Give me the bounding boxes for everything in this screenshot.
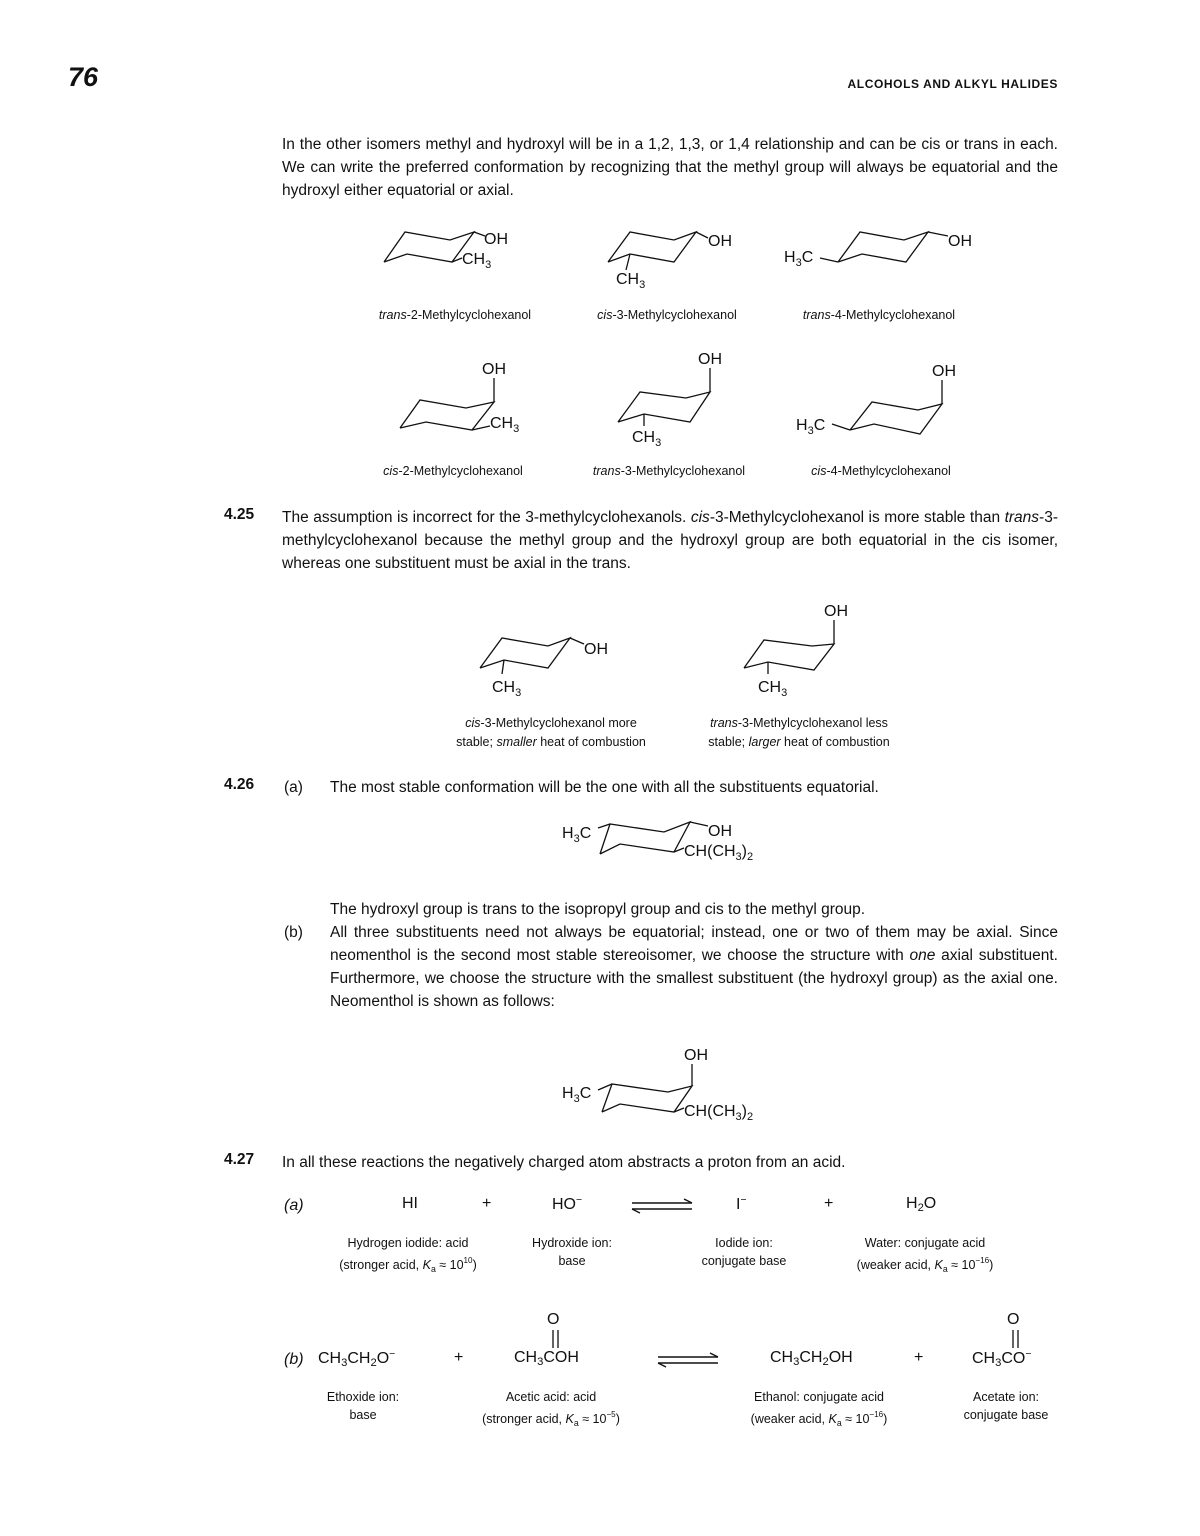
plus-sign: + xyxy=(824,1195,834,1212)
part-b-label: (b) xyxy=(284,924,303,941)
paragraph-4-25: The assumption is incorrect for the 3-methylcyclohexanols. cis-3-Methylcyclohexanol is more stable than trans-3-methylcyclohexanol because the methyl group and the hydroxyl group are both equatorial in the cis isomer, whereas one substituent must be axial in the trans. xyxy=(282,509,1058,572)
svg-text:CH(CH3)2: $CH(CH_3)_2$ xyxy=(684,843,754,863)
structure-trans-4-methylcyclohexanol xyxy=(784,222,984,282)
svg-text:OH: OH xyxy=(482,361,506,378)
structure-trans-3-methylcyclohexanol xyxy=(614,346,754,449)
structure-trans-3-less-stable xyxy=(740,598,880,702)
svg-text:OH: OH xyxy=(708,823,732,840)
caption-ethoxide: Ethoxide ion: base xyxy=(326,1390,400,1422)
water: $H_2O$ xyxy=(906,1195,937,1214)
plus-sign: + xyxy=(482,1195,492,1212)
svg-text:OH: OH xyxy=(584,641,608,658)
svg-text:CH3: $CH_3$ xyxy=(462,251,492,271)
svg-text:H3C: $H_3C$ xyxy=(562,1085,592,1105)
plus-sign: + xyxy=(454,1349,464,1366)
caption-trans-3-less-stable: trans-3-Methylcyclohexanol less stable; larger heat of combustion xyxy=(708,716,890,749)
running-head: ALCOHOLS AND ALKYL HALIDES xyxy=(847,77,1058,91)
part-a-label-4-27: (a) xyxy=(284,1197,304,1214)
carbonyl-double-bond xyxy=(1010,1330,1022,1350)
caption-cis-3-more-stable: cis-3-Methylcyclohexanol more stable; smaller heat of combustion xyxy=(456,716,646,749)
caption-trans-3: trans-3-Methylcyclohexanol xyxy=(592,464,746,478)
caption-acetic-acid: Acetic acid: acid (stronger acid, $K_a \approx 10^{-5}$) xyxy=(482,1390,620,1428)
page-number: 76 xyxy=(68,62,99,92)
paragraph-4-27: In all these reactions the negatively charged atom abstracts a proton from an acid. xyxy=(282,1154,846,1171)
acetic-acid-carbonyl-o: O xyxy=(547,1311,560,1328)
structure-cis-4-methylcyclohexanol xyxy=(796,358,996,448)
carbonyl-double-bond xyxy=(550,1330,562,1350)
svg-text:CH3: $CH_3$ xyxy=(632,429,662,449)
paragraph-4-26a: The most stable conformation will be the one with all the substituents equatorial. xyxy=(330,779,879,796)
oh-label: OH xyxy=(484,231,508,248)
structure-neomenthol xyxy=(562,1040,792,1124)
svg-text:OH: OH xyxy=(932,363,956,380)
part-a-label: (a) xyxy=(284,779,303,796)
iodide-ion: I− xyxy=(736,1195,747,1213)
acetic-acid: $CH_3COH$ xyxy=(514,1349,579,1368)
svg-text:OH: OH xyxy=(948,233,972,250)
problem-number-4-26: 4.26 xyxy=(224,776,255,793)
caption-water: Water: conjugate acid (weaker acid, $K_a \approx 10^{-16}$) xyxy=(856,1236,994,1274)
problem-number-4-27: 4.27 xyxy=(224,1151,255,1168)
problem-number-4-25: 4.25 xyxy=(224,506,255,523)
structure-trans-2-methylcyclohexanol xyxy=(380,222,540,282)
intro-paragraph: In the other isomers methyl and hydroxyl will be in a 1,2, 1,3, or 1,4 relationship and can be cis or trans in each. We can write the preferred conformation by recognizing that the methyl group will always be equatorial and the hydroxyl either equatorial or axial. xyxy=(282,136,1058,199)
ethoxide-ion: $CH_3CH_2O^-$ xyxy=(318,1349,396,1369)
equilibrium-arrow-a xyxy=(630,1198,694,1214)
svg-text:CH(CH3)2: $CH(CH_3)_2$ xyxy=(684,1103,754,1123)
caption-cis-3: cis-3-Methylcyclohexanol xyxy=(597,308,737,322)
structure-menthol xyxy=(562,810,792,870)
paragraph-4-26a-after: The hydroxyl group is trans to the isopropyl group and cis to the methyl group. xyxy=(330,901,866,918)
hydrogen-iodide: HI xyxy=(402,1195,418,1212)
paragraph-4-26b: All three substituents need not always be equatorial; instead, one or two of them may be axial. Since neomenthol is the second most stable stereoisomer, we choose the structure with one axial substituent. Furthermore, we choose the structure with the smallest substituent (the hydroxyl group) as the axial one. Neomenthol is shown as follows: xyxy=(330,924,1058,1010)
structure-cis-3-more-stable xyxy=(476,626,626,701)
svg-text:OH: OH xyxy=(698,351,722,368)
svg-text:CH3: $CH_3$ xyxy=(758,679,788,699)
caption-ethanol: Ethanol: conjugate acid (weaker acid, $K_a \approx 10^{-16}$) xyxy=(750,1390,888,1428)
svg-text:H3C: $H_3C$ xyxy=(796,417,826,437)
caption-hydroxide: Hydroxide ion: base xyxy=(532,1236,612,1268)
caption-cis-4: cis-4-Methylcyclohexanol xyxy=(811,464,951,478)
caption-iodide: Iodide ion: conjugate base xyxy=(701,1236,787,1268)
caption-trans-2: trans-2-Methylcyclohexanol xyxy=(378,308,532,322)
svg-text:OH: OH xyxy=(684,1047,708,1064)
svg-text:OH: OH xyxy=(708,233,732,250)
plus-sign: + xyxy=(914,1349,924,1366)
acetate-ion: $CH_3CO^-$ xyxy=(972,1349,1032,1369)
caption-cis-2: cis-2-Methylcyclohexanol xyxy=(383,464,523,478)
svg-text:OH: OH xyxy=(824,603,848,620)
structure-cis-2-methylcyclohexanol xyxy=(396,356,546,446)
svg-text:CH3: $CH_3$ xyxy=(490,415,520,435)
acetate-carbonyl-o: O xyxy=(1007,1311,1020,1328)
part-b-label-4-27: (b) xyxy=(284,1351,304,1368)
svg-text:CH3: $CH_3$ xyxy=(616,271,646,291)
hydroxide-ion: HO− xyxy=(552,1195,583,1213)
caption-hydrogen-iodide: Hydrogen iodide: acid (stronger acid, $K_a \approx 10^{10}$) xyxy=(339,1236,477,1274)
svg-text:CH3: $CH_3$ xyxy=(492,679,522,699)
structure-cis-3-methylcyclohexanol xyxy=(604,222,744,297)
caption-acetate: Acetate ion: conjugate base xyxy=(963,1390,1049,1422)
svg-text:H3C: $H_3C$ xyxy=(784,249,814,269)
equilibrium-arrow-b xyxy=(656,1352,720,1368)
svg-text:H3C: $H_3C$ xyxy=(562,825,592,845)
caption-trans-4: trans-4-Methylcyclohexanol xyxy=(802,308,956,322)
ethanol: $CH_3CH_2OH$ xyxy=(770,1349,853,1368)
